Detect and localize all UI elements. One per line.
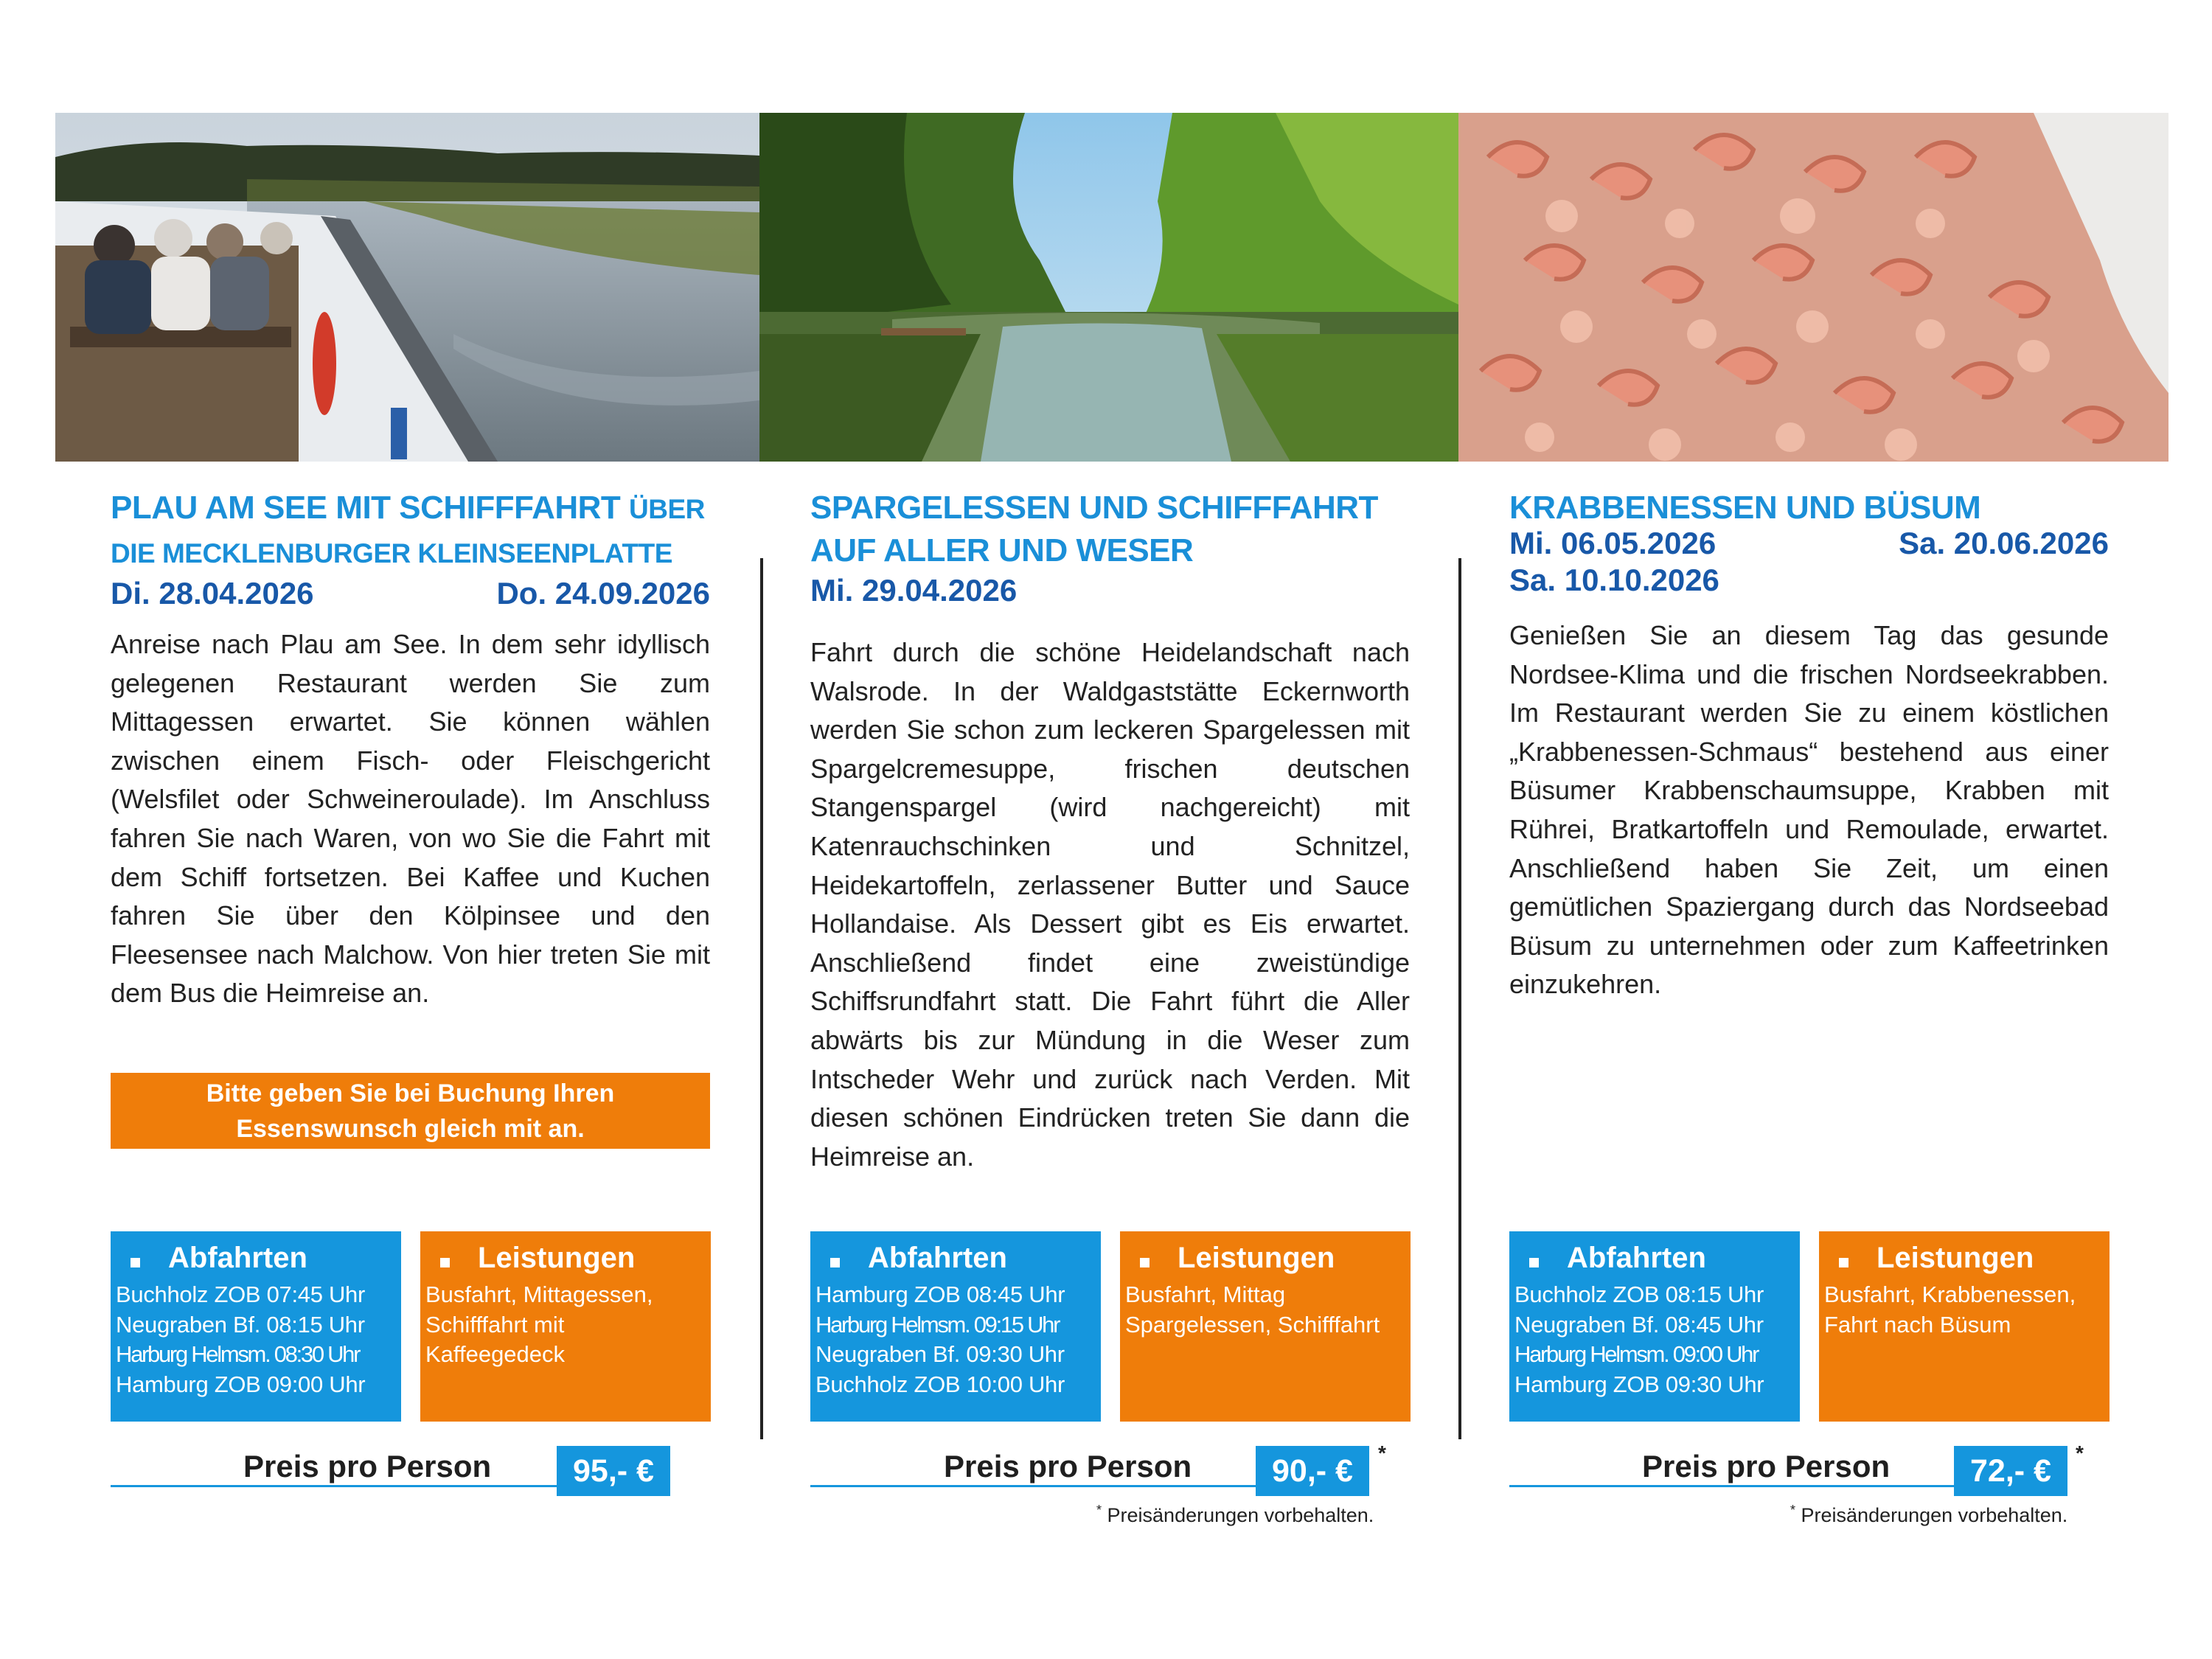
services-box: Leistungen Busfahrt, Krabbenessen, Fahrt nach Büsum [1819,1231,2110,1422]
departures-box: Abfahrten Hamburg ZOB 08:45 Uhr Harburg Helmsm. 09:15 Uhr Neugraben Bf. 09:30 Uhr Buchholz ZOB 10:00 Uhr [810,1231,1101,1422]
trip-title: SPARGELESSEN UND SCHIFFFAHRT AUF ALLER UND WESER [810,490,1378,568]
departures-box: Abfahrten Buchholz ZOB 08:15 Uhr Neugraben Bf. 08:45 Uhr Harburg Helmsm. 09:00 Uhr Hamburg ZOB 09:30 Uhr [1509,1231,1800,1422]
departure-item: Hamburg ZOB 09:00 Uhr [116,1371,366,1397]
departure-item: Hamburg ZOB 08:45 Uhr [815,1281,1065,1307]
bullet-icon [830,1258,840,1267]
services-box: Leistungen Busfahrt, Mittagessen, Schifffahrt mit Kaffeegedeck [420,1231,711,1422]
footnote-star: * [2076,1441,2084,1464]
bullet-icon [440,1258,450,1267]
departure-item: Harburg Helmsm. 09:00 Uhr [1514,1341,1759,1367]
departures-box: Abfahrten Buchholz ZOB 07:45 Uhr Neugraben Bf. 08:15 Uhr Harburg Helmsm. 08:30 Uhr Hamburg ZOB 09:00 Uhr [111,1231,401,1422]
price-label: Preis pro Person [944,1449,1192,1484]
trip-date: Mi. 29.04.2026 [810,573,1018,608]
departure-item: Buchholz ZOB 08:15 Uhr [1514,1281,1764,1307]
footnote-star: * [1378,1441,1386,1464]
departure-item: Hamburg ZOB 09:30 Uhr [1514,1371,1764,1397]
trip-date: Sa. 10.10.2026 [1509,563,1719,597]
price-value: 90,- € [1256,1446,1369,1496]
departure-item: Neugraben Bf. 08:15 Uhr [116,1311,365,1338]
trip-buesum [1509,487,2109,1004]
trip-date: Do. 24.09.2026 [496,576,710,611]
price-footnote: * Preisänderungen vorbehalten. [1790,1503,2068,1526]
price-value: 72,- € [1954,1446,2067,1496]
trip-description: Fahrt durch die schöne Heidelandschaft nach Walsrode. In der Waldgaststätte Eckernworth werden Sie schon zum leckeren Spargelessen mit Spargelcremesuppe, frischen deutschen Stangenspargel (wird nachgereicht) mit Katenrauchschinken und Schnitzel, Heidekartoffeln, zerlassener Butter und Sauce Hollandaise. Als Dessert gibt es Eis erwartet. Anschließend findet eine zweistündige Schiffsrundfahrt statt. Die Fahrt führt die Aller abwärts bis zur Mündung in die Weser zum Intscheder Wehr und zurück nach Verden. Mit diesen schönen Eindrücken treten Sie dann die Heimreise an. [810,637,1410,1172]
trip-dates [111,575,710,612]
trip-plau [111,487,710,1013]
price-label: Preis pro Person [1642,1449,1891,1484]
photo-shrimps [1458,113,2168,462]
column-divider-right [1458,558,1461,1439]
trip-title: KRABBENESSEN UND BÜSUM [1509,490,1981,526]
price-value: 95,- € [557,1446,670,1496]
trip-dates [810,572,1410,609]
services-text: Busfahrt, Mittagessen, Schifffahrt mit Kaffeegedeck [425,1281,653,1367]
services-text: Busfahrt, Mittag Spargelessen, Schifffahrt [1125,1281,1380,1338]
departure-item: Neugraben Bf. 08:45 Uhr [1514,1311,1764,1338]
trip-title: PLAU AM SEE MIT SCHIFFFAHRT ÜBER DIE MECKLENBURGER KLEINSEENPLATTE [111,490,705,568]
departure-item: Buchholz ZOB 07:45 Uhr [116,1281,366,1307]
trip-spargel [810,487,1410,1176]
bullet-icon [1529,1258,1539,1267]
trip-description: Anreise nach Plau am See. In dem sehr idyllisch gelegenen Restaurant werden Sie zum Mittagessen erwartet. Sie können wählen zwischen einem Fisch- oder Fleischgericht (Welsfilet oder Schweineroulade). Im Anschluss fahren Sie nach Waren, von wo Sie die Fahrt mit dem Schiff fortsetzen. Bei Kaffee und Kuchen fahren Sie über den Kölpinsee und den Fleesensee nach Malchow. Von hier treten Sie mit dem Bus die Heimreise an. [111,629,710,1009]
trip-date: Di. 28.04.2026 [111,576,314,611]
departure-item: Harburg Helmsm. 09:15 Uhr [815,1311,1060,1338]
bullet-icon [131,1258,140,1267]
departure-item: Harburg Helmsm. 08:30 Uhr [116,1341,360,1367]
bullet-icon [1140,1258,1150,1267]
booking-note: Bitte geben Sie bei Buchung Ihren Essenswunsch gleich mit an. [111,1073,710,1149]
price-label: Preis pro Person [243,1449,492,1484]
services-box: Leistungen Busfahrt, Mittag Spargelessen, Schifffahrt [1120,1231,1411,1422]
photo-river-aller [759,113,1458,462]
services-text: Busfahrt, Krabbenessen, Fahrt nach Büsum [1824,1281,2076,1338]
trip-dates [1509,525,2109,599]
trip-date: Sa. 20.06.2026 [1899,526,2109,560]
departure-item: Neugraben Bf. 09:30 Uhr [815,1341,1065,1367]
price-footnote: * Preisänderungen vorbehalten. [1096,1503,1374,1526]
column-divider-left [760,558,763,1439]
departure-item: Buchholz ZOB 10:00 Uhr [815,1371,1065,1397]
trip-date: Mi. 06.05.2026 [1509,526,1717,560]
photo-boat-trip [55,113,759,462]
bullet-icon [1839,1258,1848,1267]
trip-description: Genießen Sie an diesem Tag das gesunde Nordsee-Klima und die frischen Nordseekrabben. Im Restaurant werden Sie zu einem köstlichen „Krabbenessen-Schmaus“ bestehend aus einer Büsumer Krabbenschaumsuppe, Krabben mit Rührei, Bratkartoffeln und Remoulade, erwartet. Anschließend haben Sie Zeit, um einen gemütlichen Spaziergang durch das Nordseebad Büsum zu unternehmen oder zum Kaffeetrinken einzukehren. [1509,620,2109,1000]
